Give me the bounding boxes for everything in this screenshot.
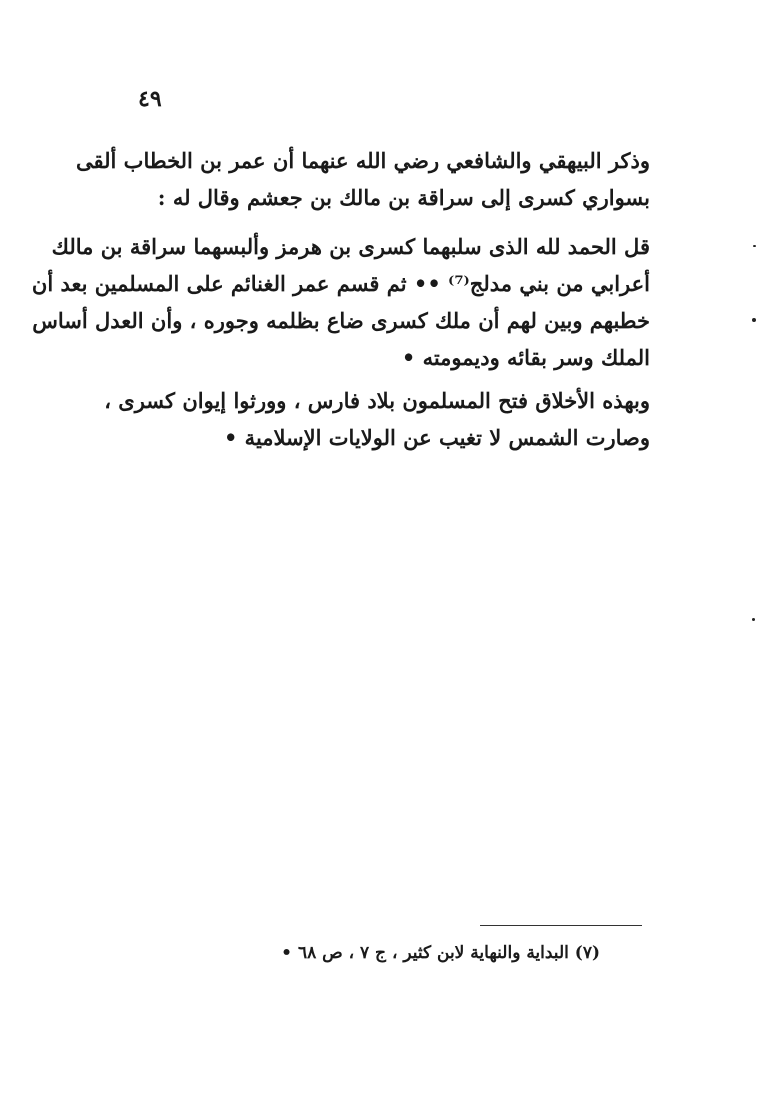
paragraph-3: [104, 382, 650, 456]
footnote: (٧) البداية والنهاية لابن كثير ، ج ٧ ، ص ٦٨ •: [281, 943, 600, 963]
text-line: قل الحمد لله الذى سلبهما كسرى بن هرمز وألبسهما سراقة بن مالك: [51, 234, 650, 259]
text-line: خطبهم وبين لهم أن ملك كسرى ضاع بظلمه وجوره ، وأن العدل أساس: [32, 308, 650, 333]
scan-speck: [753, 245, 756, 247]
scan-speck: [752, 318, 756, 322]
footnote-divider: [480, 925, 642, 926]
text-line: بسواري كسرى إلى سراقة بن مالك بن جعشم وقال له :: [157, 185, 650, 210]
paragraph-2: [31, 228, 650, 376]
text-line: وذكر البيهقي والشافعي رضي الله عنهما أن عمر بن الخطاب ألقى: [76, 148, 650, 173]
page-number: ٤٩: [138, 86, 162, 112]
text-line: وبهذه الأخلاق فتح المسلمون بلاد فارس ، وورثوا إيوان كسرى ،: [104, 388, 650, 413]
paragraph-1: [76, 142, 650, 216]
text-line: أعرابي من بني مدلج⁽⁷⁾ •• ثم قسم عمر الغنائم على المسلمين بعد أن: [31, 271, 650, 296]
text-line: وصارت الشمس لا تغيب عن الولايات الإسلامية •: [223, 425, 650, 450]
text-line: الملك وسر بقائه وديمومته •: [401, 345, 650, 370]
scan-speck: [752, 618, 755, 621]
